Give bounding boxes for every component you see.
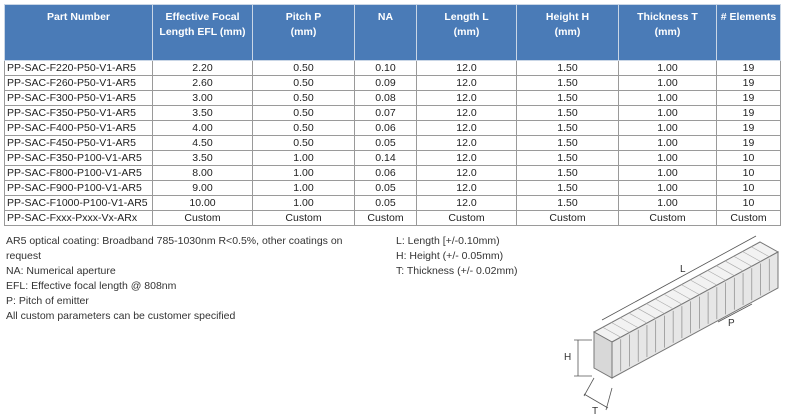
tolerance-length: L: Length [+/-0.10mm) (396, 235, 500, 247)
dimension-tolerances (396, 234, 546, 279)
table-cell: 9.00 (153, 181, 253, 196)
table-cell: 19 (717, 106, 781, 121)
table-cell: 1.00 (619, 76, 717, 91)
table-cell: 12.0 (417, 91, 517, 106)
part-number-cell: PP-SAC-F350-P100-V1-AR5 (5, 151, 153, 166)
table-cell: 0.05 (355, 181, 417, 196)
table-cell: 0.50 (253, 106, 355, 121)
part-number-cell: PP-SAC-F400-P50-V1-AR5 (5, 121, 153, 136)
table-cell: 1.00 (619, 91, 717, 106)
table-row (5, 121, 781, 136)
table-cell: 12.0 (417, 181, 517, 196)
column-header: Effective Focal Length EFL (mm) (153, 5, 253, 61)
tolerance-thickness: T: Thickness (+/- 0.02mm) (396, 265, 518, 277)
length-label: L (680, 264, 686, 275)
table-cell: 1.50 (517, 136, 619, 151)
table-cell: 0.50 (253, 121, 355, 136)
part-number-cell: PP-SAC-F900-P100-V1-AR5 (5, 181, 153, 196)
table-cell: Custom (253, 211, 355, 226)
note-na: NA: Numerical aperture (6, 265, 116, 277)
table-cell: 1.00 (619, 121, 717, 136)
table-cell: Custom (417, 211, 517, 226)
thickness-label: T (592, 406, 599, 416)
table-cell: 3.50 (153, 106, 253, 121)
table-cell: 0.05 (355, 136, 417, 151)
table-cell: 1.00 (253, 196, 355, 211)
table-cell: 19 (717, 91, 781, 106)
note-pitch: P: Pitch of emitter (6, 295, 89, 307)
column-header: NA (355, 5, 417, 61)
thickness-tick-right (606, 388, 612, 410)
table-cell: 10.00 (153, 196, 253, 211)
pitch-label: P (728, 318, 735, 329)
table-cell: 1.50 (517, 196, 619, 211)
table-row (5, 61, 781, 76)
table-cell: 4.00 (153, 121, 253, 136)
table-cell: 0.50 (253, 76, 355, 91)
table-cell: 4.50 (153, 136, 253, 151)
notes-block (6, 234, 366, 324)
table-cell: Custom (355, 211, 417, 226)
table-row (5, 76, 781, 91)
table-cell: 2.20 (153, 61, 253, 76)
table-cell: 1.00 (619, 181, 717, 196)
table-row (5, 136, 781, 151)
table-row (5, 211, 781, 226)
table-cell: 0.50 (253, 61, 355, 76)
table-cell: 0.09 (355, 76, 417, 91)
table-cell: 12.0 (417, 196, 517, 211)
table-cell: 12.0 (417, 166, 517, 181)
table-cell: 1.00 (619, 196, 717, 211)
table-cell: 0.50 (253, 91, 355, 106)
table-cell: 2.60 (153, 76, 253, 91)
table-cell: 0.06 (355, 121, 417, 136)
table-cell: 1.00 (619, 136, 717, 151)
table-cell: Custom (619, 211, 717, 226)
table-cell: 1.50 (517, 106, 619, 121)
table-cell: 1.50 (517, 91, 619, 106)
table-cell: 19 (717, 61, 781, 76)
table-cell: 1.00 (619, 106, 717, 121)
column-header: Height H (mm) (517, 5, 619, 61)
column-header: Pitch P (mm) (253, 5, 355, 61)
table-row (5, 166, 781, 181)
table-cell: 12.0 (417, 136, 517, 151)
note-coating: AR5 optical coating: Broadband 785-1030nm R<0.5%, other coatings on (6, 235, 343, 247)
table-cell: Custom (517, 211, 619, 226)
part-number-cell: PP-SAC-F300-P50-V1-AR5 (5, 91, 153, 106)
note-coating-cont: request (6, 250, 42, 262)
table-cell: 0.05 (355, 196, 417, 211)
table-cell: 1.00 (619, 166, 717, 181)
table-cell: 0.08 (355, 91, 417, 106)
part-number-cell: PP-SAC-F220-P50-V1-AR5 (5, 61, 153, 76)
table-cell: Custom (717, 211, 781, 226)
table-cell: 12.0 (417, 76, 517, 91)
table-cell: 1.00 (253, 166, 355, 181)
tolerance-height: H: Height (+/- 0.05mm) (396, 250, 504, 262)
table-cell: 1.50 (517, 76, 619, 91)
column-header: # Elements (717, 5, 781, 61)
specifications-table (4, 4, 781, 226)
table-row (5, 106, 781, 121)
part-number-cell: PP-SAC-F1000-P100-V1-AR5 (5, 196, 153, 211)
table-cell: 19 (717, 76, 781, 91)
part-number-cell: PP-SAC-F350-P50-V1-AR5 (5, 106, 153, 121)
table-cell: Custom (153, 211, 253, 226)
table-row (5, 181, 781, 196)
table-cell: 3.00 (153, 91, 253, 106)
table-cell: 10 (717, 151, 781, 166)
table-cell: 10 (717, 166, 781, 181)
height-label: H (564, 352, 572, 363)
table-cell: 0.07 (355, 106, 417, 121)
note-efl: EFL: Effective focal length @ 808nm (6, 280, 177, 292)
part-number-cell: PP-SAC-F260-P50-V1-AR5 (5, 76, 153, 91)
table-cell: 8.00 (153, 166, 253, 181)
thickness-tick-left (584, 378, 594, 396)
table-cell: 10 (717, 181, 781, 196)
part-number-cell: PP-SAC-F800-P100-V1-AR5 (5, 166, 153, 181)
table-cell: 19 (717, 121, 781, 136)
table-cell: 0.50 (253, 136, 355, 151)
table-cell: 1.50 (517, 181, 619, 196)
table-row (5, 91, 781, 106)
note-custom: All custom parameters can be customer specified (6, 310, 236, 322)
table-cell: 19 (717, 136, 781, 151)
table-cell: 1.00 (619, 151, 717, 166)
table-cell: 12.0 (417, 106, 517, 121)
lens-array-diagram (556, 228, 802, 416)
table-cell: 3.50 (153, 151, 253, 166)
table-row (5, 196, 781, 211)
part-number-cell: PP-SAC-Fxxx-Pxxx-Vx-ARx (5, 211, 153, 226)
table-row (5, 151, 781, 166)
table-cell: 0.10 (355, 61, 417, 76)
table-cell: 10 (717, 196, 781, 211)
table-header-row (5, 5, 781, 61)
part-number-cell: PP-SAC-F450-P50-V1-AR5 (5, 136, 153, 151)
table-cell: 1.00 (619, 61, 717, 76)
table-cell: 12.0 (417, 121, 517, 136)
table-body (5, 61, 781, 226)
table-cell: 0.06 (355, 166, 417, 181)
column-header: Length L (mm) (417, 5, 517, 61)
table-cell: 12.0 (417, 61, 517, 76)
table-cell: 1.50 (517, 61, 619, 76)
column-header: Part Number (5, 5, 153, 61)
table-cell: 1.00 (253, 151, 355, 166)
table-cell: 12.0 (417, 151, 517, 166)
column-header: Thickness T (mm) (619, 5, 717, 61)
table-cell: 0.14 (355, 151, 417, 166)
table-cell: 1.50 (517, 166, 619, 181)
table-cell: 1.50 (517, 121, 619, 136)
table-cell: 1.00 (253, 181, 355, 196)
table-cell: 1.50 (517, 151, 619, 166)
